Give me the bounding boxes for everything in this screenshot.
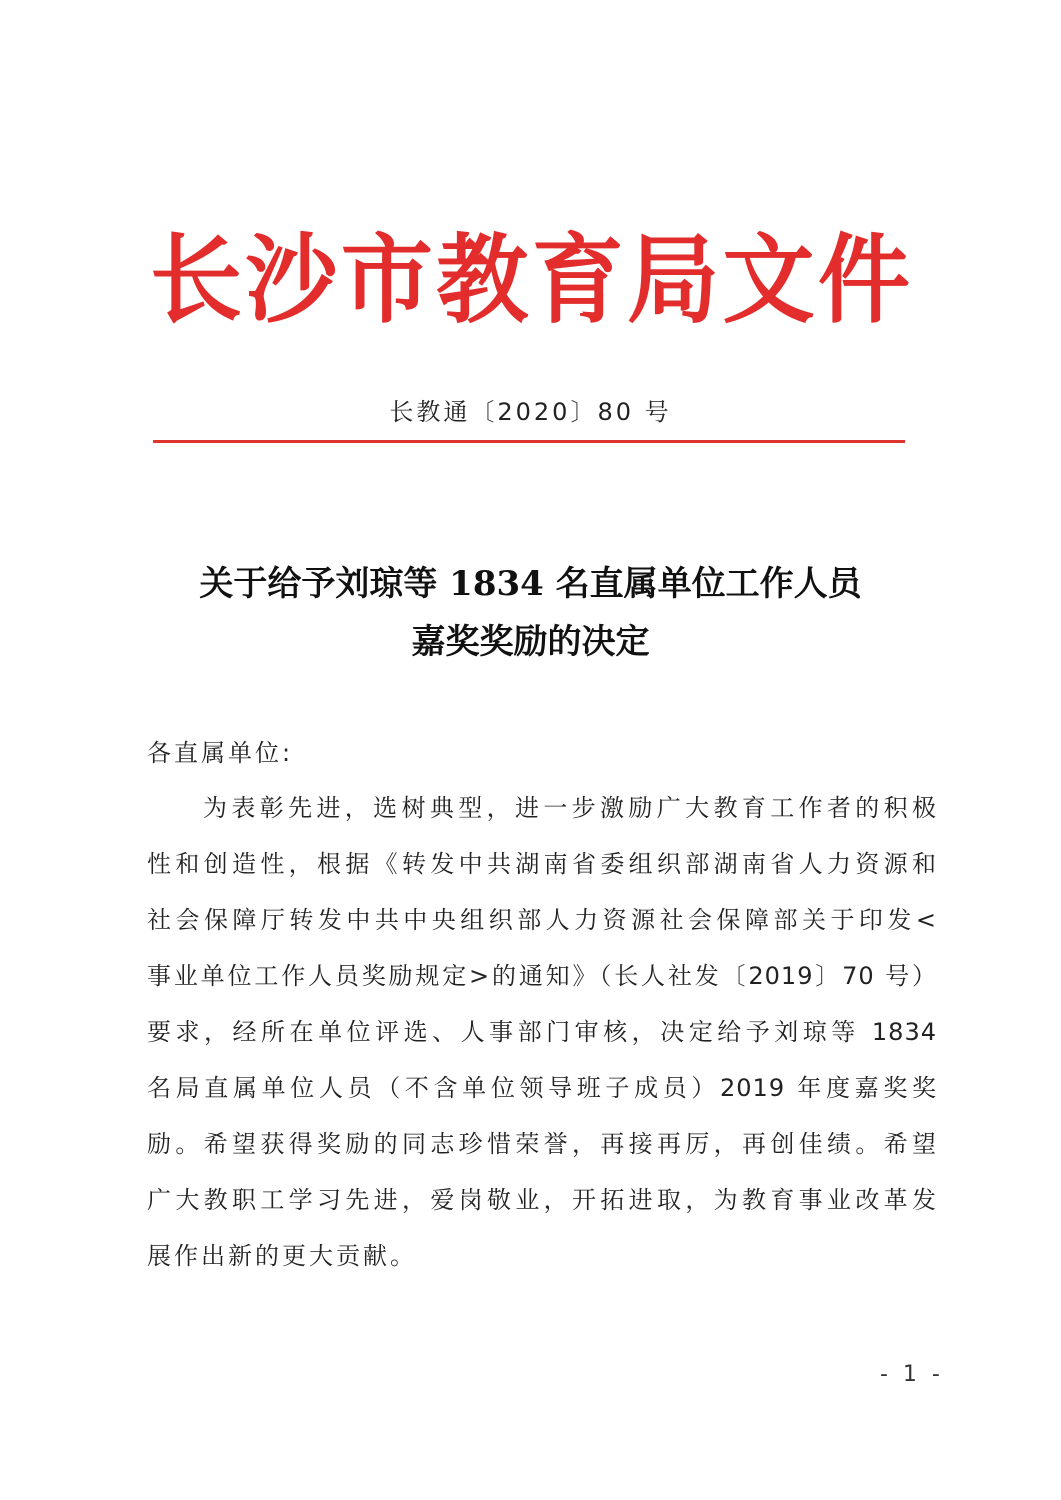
page-number: - 1 - bbox=[880, 1362, 944, 1387]
document-title-line-1: 关于给予刘琼等 1834 名直属单位工作人员 bbox=[199, 564, 862, 604]
red-separator-rule bbox=[153, 440, 905, 443]
document-number: 长教通〔2020〕80 号 bbox=[389, 398, 672, 426]
body-line: 性和创造性，根据《转发中共湖南省委组织部湖南省人力资源和 bbox=[147, 850, 937, 878]
masthead-char: 长 bbox=[150, 223, 243, 337]
body-line: 广大教职工学习先进，爱岗敬业，开拓进取，为教育事业改革发 bbox=[147, 1186, 937, 1214]
masthead-char: 件 bbox=[817, 223, 910, 337]
document-title-line-2: 嘉奖奖励的决定 bbox=[411, 622, 650, 662]
body-line: 社会保障厅转发中共中央组织部人力资源社会保障部关于印发< bbox=[147, 906, 937, 934]
masthead-char: 市 bbox=[340, 223, 433, 337]
body-line: 展作出新的更大贡献。 bbox=[147, 1242, 417, 1270]
salutation: 各直属单位: bbox=[147, 739, 294, 767]
body-line: 要求，经所在单位评选、人事部门审核，决定给予刘琼等 1834 bbox=[147, 1018, 937, 1046]
body-line: 名局直属单位人员（不含单位领导班子成员）2019 年度嘉奖奖 bbox=[147, 1074, 937, 1102]
masthead-char: 沙 bbox=[245, 223, 338, 337]
masthead-char: 教 bbox=[436, 223, 529, 337]
masthead-char: 局 bbox=[627, 223, 720, 337]
body-line: 事业单位工作人员奖励规定>的通知》（长人社发〔2019〕70 号） bbox=[147, 962, 937, 990]
body-line: 为表彰先进，选树典型，进一步激励广大教育工作者的积极 bbox=[203, 794, 937, 822]
masthead-char: 育 bbox=[531, 223, 624, 337]
masthead-char: 文 bbox=[722, 223, 815, 337]
body-line: 励。希望获得奖励的同志珍惜荣誉，再接再厉，再创佳绩。希望 bbox=[147, 1130, 937, 1158]
document-masthead bbox=[150, 215, 910, 345]
